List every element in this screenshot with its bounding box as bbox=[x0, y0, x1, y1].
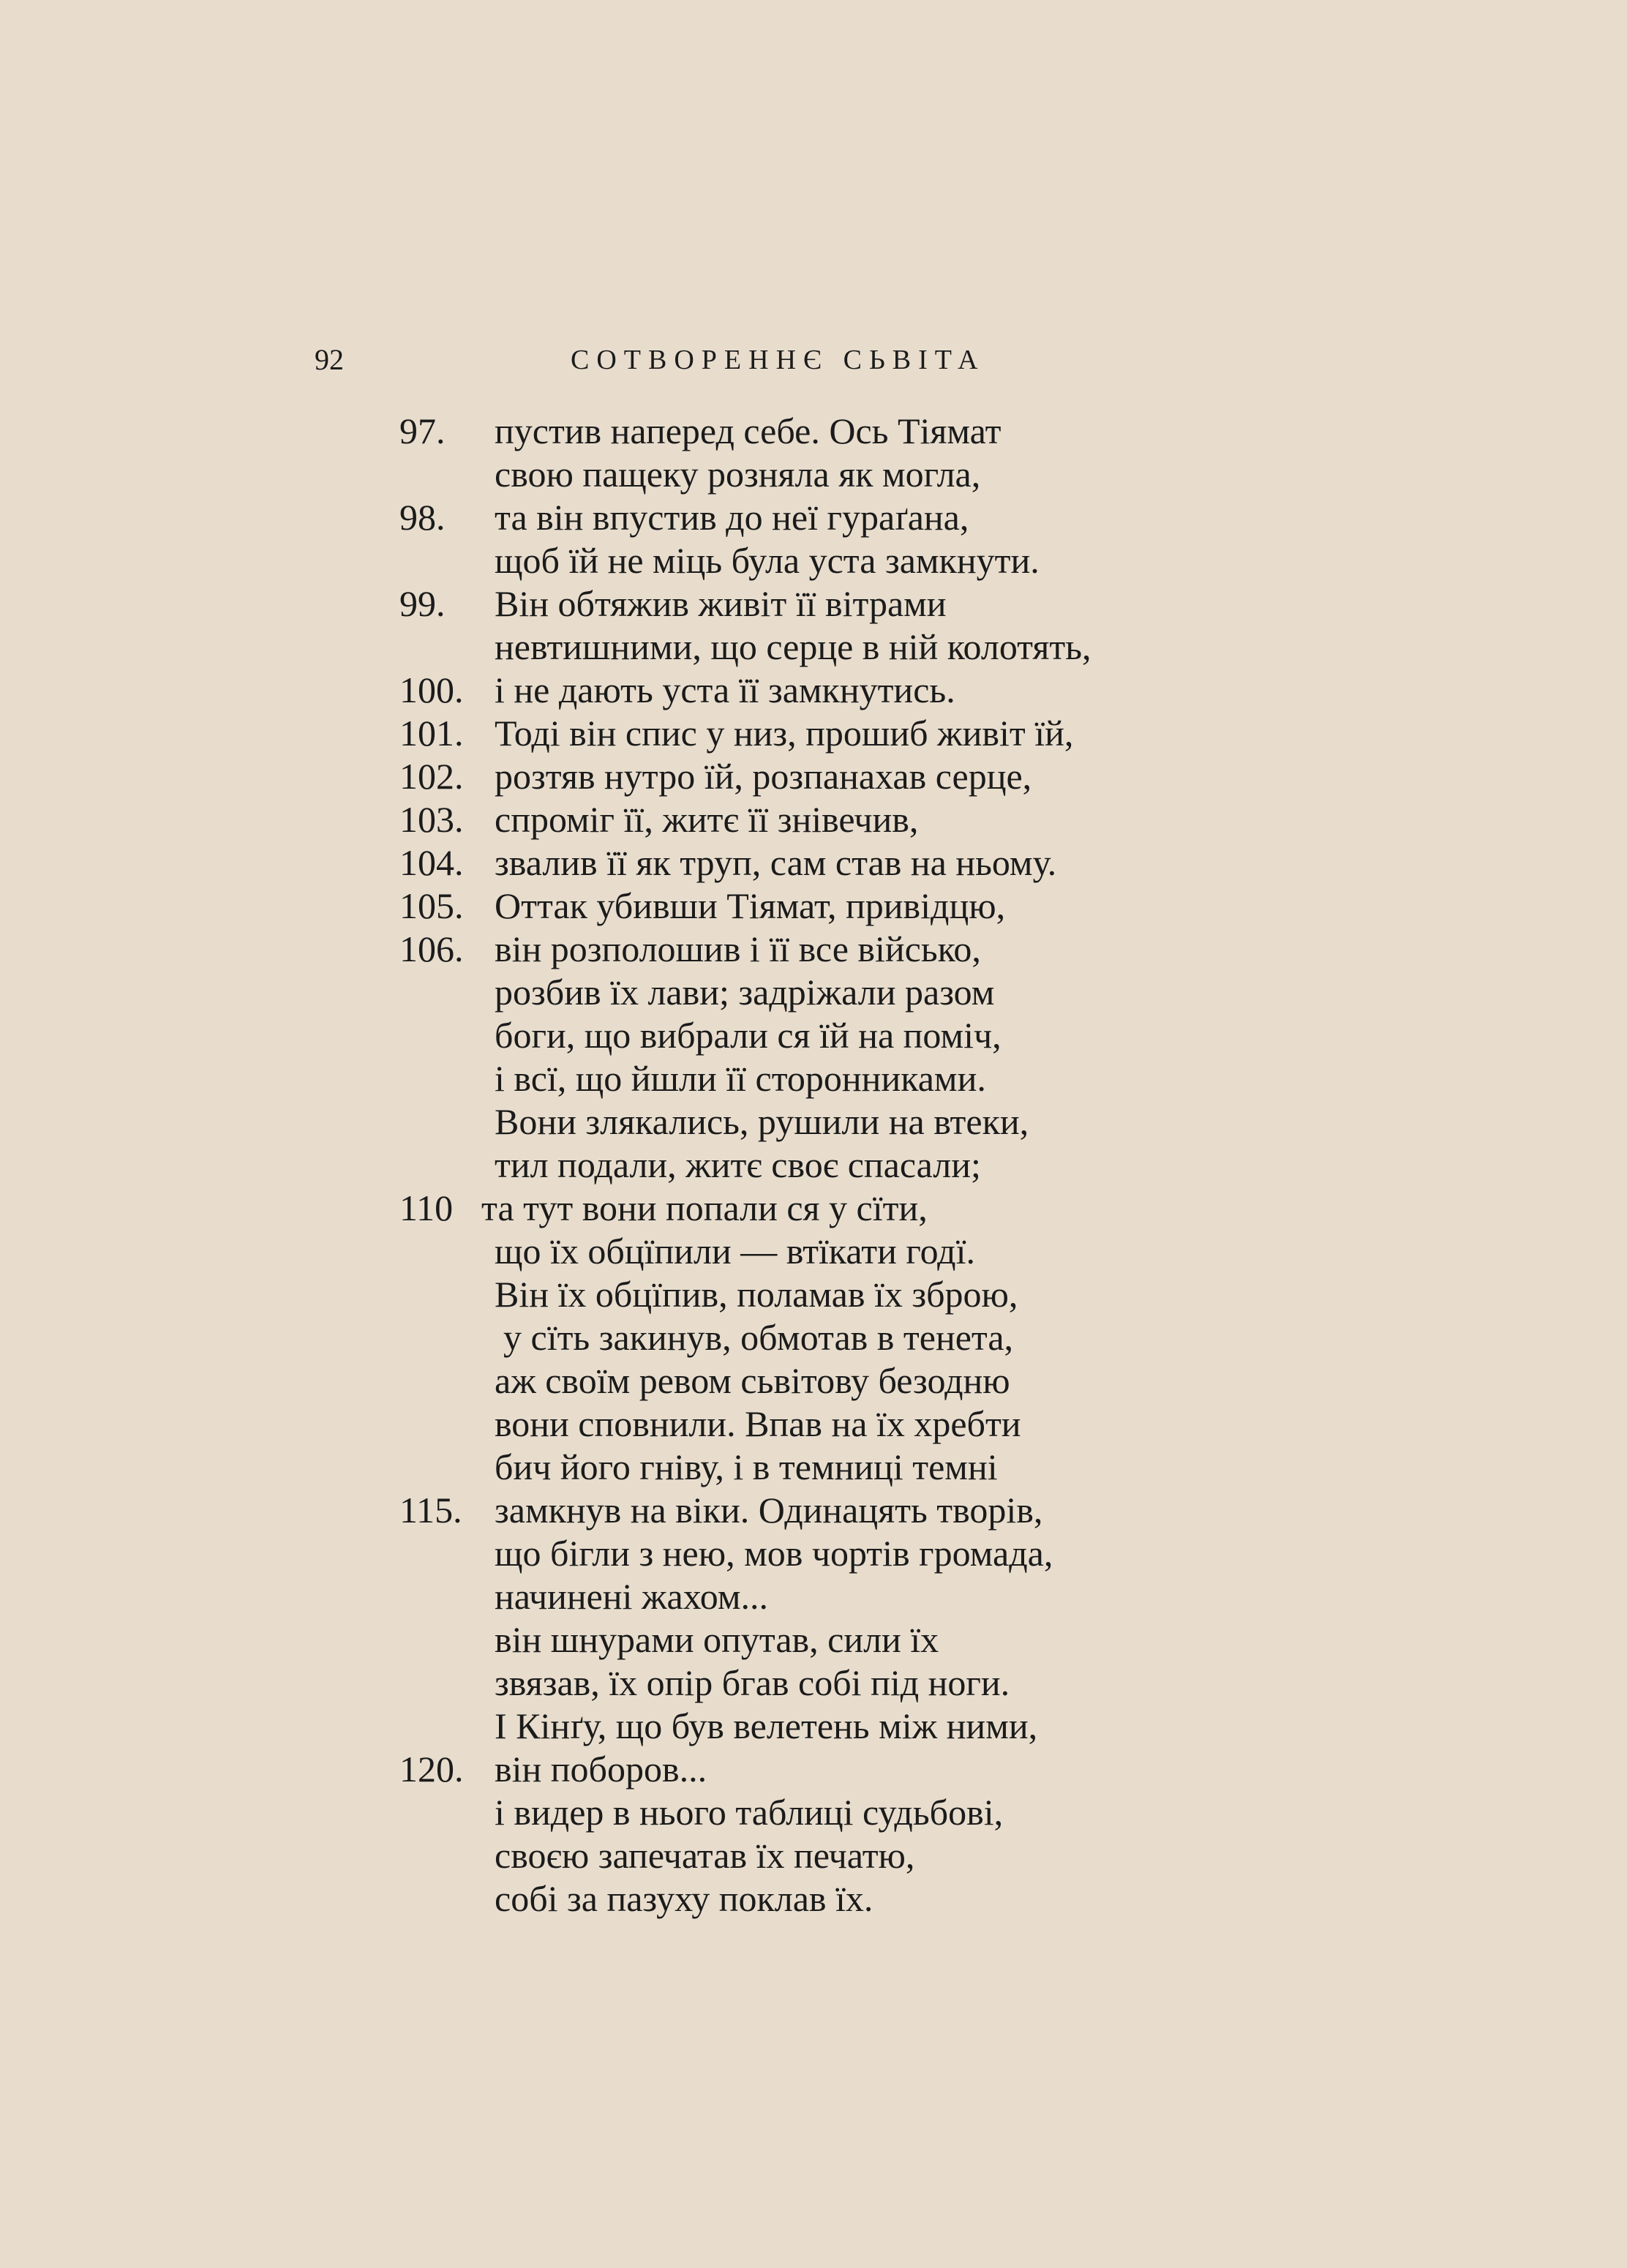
verse-number: 115. bbox=[399, 1490, 462, 1531]
verse-line bbox=[399, 841, 1277, 885]
verse-number: 101. bbox=[399, 713, 464, 754]
verse-text: він шнурами опутав, сили їх bbox=[495, 1619, 939, 1660]
verse-text: Тоді він спис у низ, прошиб живіт їй, bbox=[495, 713, 1074, 754]
verse-text: і видер в нього таблиці судьбові, bbox=[495, 1792, 1004, 1833]
verse-line bbox=[399, 1748, 1277, 1791]
verse-text: Вони злякались, рушили на втеки, bbox=[495, 1101, 1029, 1142]
verse-line bbox=[399, 669, 1277, 712]
verse-number: 97. bbox=[399, 410, 446, 451]
verse-text: що бігли з нею, мов чортів громада, bbox=[495, 1533, 1053, 1574]
verse-line bbox=[399, 1834, 1277, 1877]
verse-line bbox=[399, 1403, 1277, 1446]
verse-text: бич його гніву, і в темниці темні bbox=[495, 1446, 998, 1487]
verse-line bbox=[399, 1144, 1277, 1187]
verse-line bbox=[399, 1316, 1277, 1359]
verse-line bbox=[399, 971, 1277, 1014]
verse-text: боги, що вибрали ся їй на поміч, bbox=[495, 1015, 1002, 1056]
verse-line bbox=[399, 1014, 1277, 1057]
verse-number: 106. bbox=[399, 928, 464, 969]
verse-text: тил подали, житє своє спасали; bbox=[495, 1144, 981, 1185]
verse-line bbox=[399, 496, 1277, 539]
verse-text: спроміг її, житє її знівечив, bbox=[495, 799, 919, 840]
verse-line bbox=[399, 582, 1277, 626]
running-title: СОТВОРЕННЄ СЬВІТА bbox=[571, 345, 985, 375]
verse-text: своєю запечатав їх печатю, bbox=[495, 1835, 915, 1876]
verse-text: замкнув на віки. Одинацять творів, bbox=[495, 1490, 1043, 1531]
verse-line bbox=[399, 1230, 1277, 1273]
verse-line bbox=[399, 1705, 1277, 1748]
running-head bbox=[315, 338, 1053, 382]
verse-number: 98. bbox=[399, 497, 446, 538]
verse-line bbox=[399, 928, 1277, 971]
verse-text: невтишними, що серце в ній колотять, bbox=[495, 626, 1091, 667]
verse-text: та він впустив до неї гураґана, bbox=[495, 497, 969, 538]
verse-text: розтяв нутро їй, розпанахав серце, bbox=[495, 756, 1032, 797]
verse-number: 99. bbox=[399, 583, 446, 624]
page-number: 92 bbox=[315, 343, 344, 376]
verse-text: вони сповнили. Впав на їх хребти bbox=[495, 1403, 1021, 1444]
verse-list bbox=[399, 410, 1277, 1920]
verse-number: 105. bbox=[399, 885, 464, 926]
verse-text: Він їх обцїпив, поламав їх зброю, bbox=[495, 1274, 1018, 1315]
verse-number: 120. bbox=[399, 1749, 464, 1790]
verse-text: що їх обцїпили — втїкати годї. bbox=[495, 1231, 976, 1272]
verse-text: І Кінґу, що був велетень між ними, bbox=[495, 1705, 1038, 1746]
verse-text: та тут вони попали ся у сїти, bbox=[481, 1187, 928, 1228]
verse-line bbox=[399, 1618, 1277, 1661]
verse-text: у сїть закинув, обмотав в тенета, bbox=[503, 1317, 1014, 1358]
verse-line bbox=[399, 453, 1277, 496]
verse-number: 104. bbox=[399, 842, 464, 883]
verse-line bbox=[399, 1100, 1277, 1144]
verse-text: пустив наперед себе. Ось Тіямат bbox=[495, 410, 1002, 451]
verse-text: звалив її як труп, сам став на ньому. bbox=[495, 842, 1057, 883]
verse-line bbox=[399, 1661, 1277, 1705]
verse-line bbox=[399, 1791, 1277, 1834]
verse-line bbox=[399, 1187, 1277, 1230]
verse-line bbox=[399, 1489, 1277, 1532]
verse-text: він поборов... bbox=[495, 1749, 707, 1790]
verse-number: 100. bbox=[399, 669, 464, 710]
verse-text: він розполошив і її все військо, bbox=[495, 928, 981, 969]
verse-text: звязав, їх опір бгав собі під ноги. bbox=[495, 1662, 1010, 1703]
verse-line bbox=[399, 755, 1277, 798]
verse-text: щоб їй не міць була уста замкнути. bbox=[495, 540, 1040, 581]
verse-number: 103. bbox=[399, 799, 464, 840]
verse-line bbox=[399, 798, 1277, 841]
verse-number: 110 bbox=[399, 1187, 454, 1228]
verse-line bbox=[399, 1359, 1277, 1403]
verse-line bbox=[399, 539, 1277, 582]
verse-line bbox=[399, 1532, 1277, 1575]
verse-text: Він обтяжив живіт її вітрами bbox=[495, 583, 947, 624]
verse-text: Оттак убивши Тіямат, привідцю, bbox=[495, 885, 1006, 926]
verse-text: свою пащеку розняла як могла, bbox=[495, 454, 981, 495]
verse-line bbox=[399, 712, 1277, 755]
verse-line bbox=[399, 1575, 1277, 1618]
verse-line bbox=[399, 1877, 1277, 1920]
verse-text: начинені жахом... bbox=[495, 1576, 768, 1617]
verse-line bbox=[399, 1446, 1277, 1489]
verse-line bbox=[399, 626, 1277, 669]
verse-line bbox=[399, 410, 1277, 453]
verse-text: собі за пазуху поклав їх. bbox=[495, 1878, 873, 1919]
verse-text: і не дають уста її замкнутись. bbox=[495, 669, 955, 710]
verse-number: 102. bbox=[399, 756, 464, 797]
verse-text: розбив їх лави; задріжали разом bbox=[495, 972, 995, 1013]
verse-text: і всї, що йшли її сторонниками. bbox=[495, 1058, 986, 1099]
verse-line bbox=[399, 885, 1277, 928]
verse-line bbox=[399, 1057, 1277, 1100]
verse-line bbox=[399, 1273, 1277, 1316]
verse-text: аж своїм ревом сьвітову безодню bbox=[495, 1360, 1010, 1401]
